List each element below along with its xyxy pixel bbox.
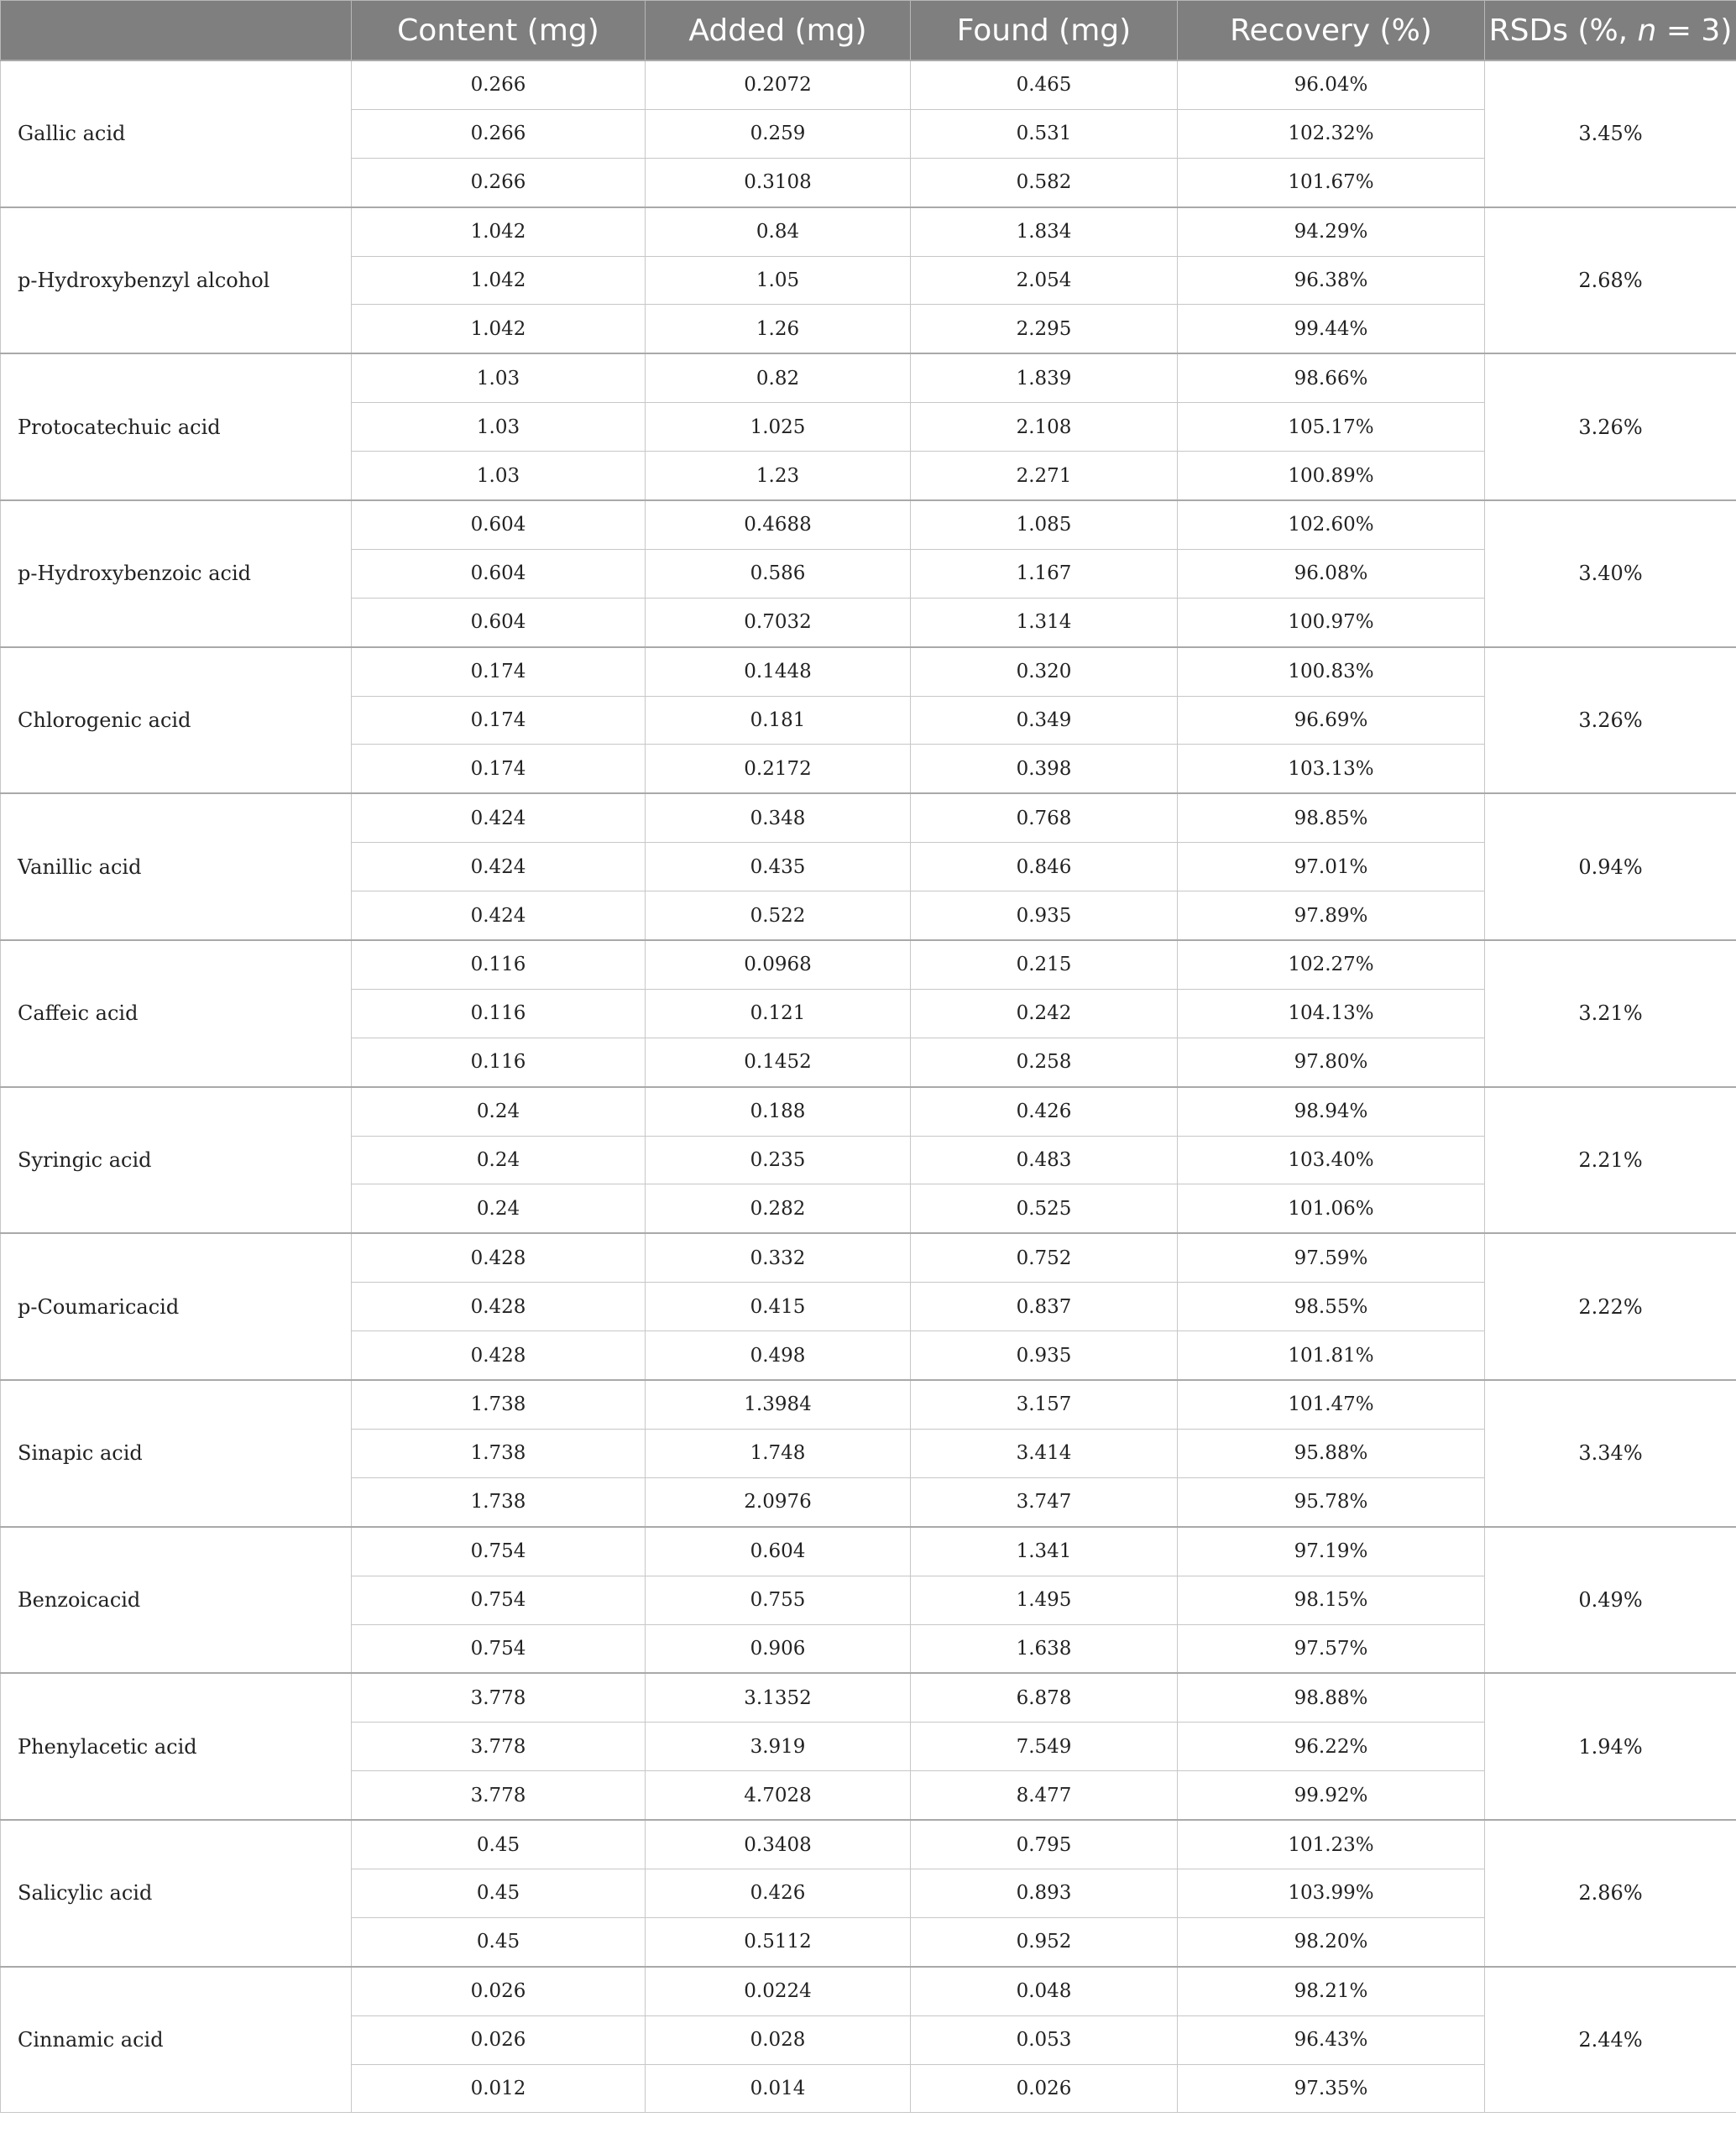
table-header bbox=[1, 1, 1736, 61]
rsd-cell: 2.68% bbox=[1485, 207, 1736, 354]
added-cell: 0.121 bbox=[646, 989, 911, 1038]
found-cell: 0.795 bbox=[911, 1820, 1178, 1869]
rsd-cell: 3.26% bbox=[1485, 353, 1736, 500]
recovery-cell: 101.81% bbox=[1178, 1331, 1485, 1380]
found-cell: 8.477 bbox=[911, 1771, 1178, 1820]
content-cell: 0.24 bbox=[352, 1184, 646, 1233]
content-cell: 0.428 bbox=[352, 1233, 646, 1282]
content-cell: 0.424 bbox=[352, 891, 646, 940]
rsd-cell: 0.49% bbox=[1485, 1527, 1736, 1674]
header-recovery: Recovery (%) bbox=[1178, 1, 1485, 61]
found-cell: 0.837 bbox=[911, 1283, 1178, 1331]
compound-name: Vanillic acid bbox=[1, 793, 352, 940]
found-cell: 0.525 bbox=[911, 1184, 1178, 1233]
table-row bbox=[1, 1820, 1736, 1869]
found-cell: 2.108 bbox=[911, 403, 1178, 452]
rsd-cell: 1.94% bbox=[1485, 1673, 1736, 1820]
header-rsd-suffix: = 3) bbox=[1656, 13, 1733, 48]
added-cell: 0.415 bbox=[646, 1283, 911, 1331]
found-cell: 0.768 bbox=[911, 793, 1178, 842]
recovery-cell: 99.92% bbox=[1178, 1771, 1485, 1820]
compound-name: Gallic acid bbox=[1, 60, 352, 207]
compound-name: Protocatechuic acid bbox=[1, 353, 352, 500]
added-cell: 0.755 bbox=[646, 1576, 911, 1624]
found-cell: 0.320 bbox=[911, 647, 1178, 696]
added-cell: 0.84 bbox=[646, 207, 911, 256]
found-cell: 0.952 bbox=[911, 1917, 1178, 1966]
found-cell: 0.752 bbox=[911, 1233, 1178, 1282]
found-cell: 0.483 bbox=[911, 1136, 1178, 1184]
added-cell: 0.282 bbox=[646, 1184, 911, 1233]
content-cell: 1.738 bbox=[352, 1380, 646, 1429]
table-row bbox=[1, 500, 1736, 549]
content-cell: 0.026 bbox=[352, 2015, 646, 2064]
content-cell: 0.266 bbox=[352, 109, 646, 158]
recovery-cell: 104.13% bbox=[1178, 989, 1485, 1038]
table-body bbox=[1, 60, 1736, 2113]
header-added: Added (mg) bbox=[646, 1, 911, 61]
added-cell: 0.2072 bbox=[646, 60, 911, 109]
recovery-cell: 102.60% bbox=[1178, 500, 1485, 549]
table-row bbox=[1, 60, 1736, 109]
table-row bbox=[1, 1673, 1736, 1722]
compound-name: Salicylic acid bbox=[1, 1820, 352, 1967]
added-cell: 0.0968 bbox=[646, 940, 911, 989]
recovery-cell: 105.17% bbox=[1178, 403, 1485, 452]
content-cell: 0.604 bbox=[352, 549, 646, 598]
added-cell: 3.919 bbox=[646, 1723, 911, 1771]
added-cell: 0.332 bbox=[646, 1233, 911, 1282]
found-cell: 1.085 bbox=[911, 500, 1178, 549]
added-cell: 1.05 bbox=[646, 256, 911, 305]
added-cell: 0.1452 bbox=[646, 1038, 911, 1086]
table-row bbox=[1, 1087, 1736, 1136]
added-cell: 1.3984 bbox=[646, 1380, 911, 1429]
content-cell: 0.45 bbox=[352, 1869, 646, 1917]
added-cell: 0.82 bbox=[646, 353, 911, 402]
content-cell: 0.174 bbox=[352, 696, 646, 745]
added-cell: 0.435 bbox=[646, 843, 911, 891]
table-row bbox=[1, 1380, 1736, 1429]
content-cell: 3.778 bbox=[352, 1771, 646, 1820]
added-cell: 0.5112 bbox=[646, 1917, 911, 1966]
content-cell: 0.754 bbox=[352, 1527, 646, 1576]
table-row bbox=[1, 1967, 1736, 2015]
recovery-cell: 97.57% bbox=[1178, 1624, 1485, 1673]
recovery-cell: 98.88% bbox=[1178, 1673, 1485, 1722]
compound-name: Phenylacetic acid bbox=[1, 1673, 352, 1820]
added-cell: 0.2172 bbox=[646, 745, 911, 793]
table-row bbox=[1, 207, 1736, 256]
recovery-cell: 98.94% bbox=[1178, 1087, 1485, 1136]
header-row bbox=[1, 1, 1736, 61]
found-cell: 0.258 bbox=[911, 1038, 1178, 1086]
content-cell: 0.428 bbox=[352, 1283, 646, 1331]
content-cell: 0.604 bbox=[352, 598, 646, 646]
found-cell: 1.167 bbox=[911, 549, 1178, 598]
content-cell: 0.45 bbox=[352, 1917, 646, 1966]
content-cell: 0.116 bbox=[352, 940, 646, 989]
content-cell: 1.03 bbox=[352, 403, 646, 452]
found-cell: 0.242 bbox=[911, 989, 1178, 1038]
header-content: Content (mg) bbox=[352, 1, 646, 61]
compound-name: Sinapic acid bbox=[1, 1380, 352, 1527]
found-cell: 0.026 bbox=[911, 2064, 1178, 2113]
rsd-cell: 3.26% bbox=[1485, 647, 1736, 794]
compound-name: p-Hydroxybenzyl alcohol bbox=[1, 207, 352, 354]
found-cell: 3.414 bbox=[911, 1429, 1178, 1477]
recovery-cell: 100.89% bbox=[1178, 452, 1485, 500]
recovery-cell: 94.29% bbox=[1178, 207, 1485, 256]
added-cell: 0.188 bbox=[646, 1087, 911, 1136]
added-cell: 0.235 bbox=[646, 1136, 911, 1184]
recovery-cell: 95.88% bbox=[1178, 1429, 1485, 1477]
recovery-cell: 100.83% bbox=[1178, 647, 1485, 696]
added-cell: 1.26 bbox=[646, 305, 911, 353]
found-cell: 0.935 bbox=[911, 1331, 1178, 1380]
found-cell: 0.048 bbox=[911, 1967, 1178, 2015]
found-cell: 0.053 bbox=[911, 2015, 1178, 2064]
compound-name: Cinnamic acid bbox=[1, 1967, 352, 2113]
table-row bbox=[1, 647, 1736, 696]
recovery-cell: 96.43% bbox=[1178, 2015, 1485, 2064]
recovery-cell: 101.47% bbox=[1178, 1380, 1485, 1429]
added-cell: 0.522 bbox=[646, 891, 911, 940]
added-cell: 0.3408 bbox=[646, 1820, 911, 1869]
found-cell: 1.495 bbox=[911, 1576, 1178, 1624]
compound-name: Syringic acid bbox=[1, 1087, 352, 1234]
recovery-cell: 96.04% bbox=[1178, 60, 1485, 109]
recovery-cell: 97.80% bbox=[1178, 1038, 1485, 1086]
found-cell: 1.839 bbox=[911, 353, 1178, 402]
header-found: Found (mg) bbox=[911, 1, 1178, 61]
found-cell: 0.349 bbox=[911, 696, 1178, 745]
content-cell: 1.042 bbox=[352, 305, 646, 353]
added-cell: 0.014 bbox=[646, 2064, 911, 2113]
recovery-cell: 102.27% bbox=[1178, 940, 1485, 989]
content-cell: 0.266 bbox=[352, 158, 646, 207]
found-cell: 0.398 bbox=[911, 745, 1178, 793]
found-cell: 1.834 bbox=[911, 207, 1178, 256]
found-cell: 1.314 bbox=[911, 598, 1178, 646]
content-cell: 0.604 bbox=[352, 500, 646, 549]
content-cell: 0.428 bbox=[352, 1331, 646, 1380]
recovery-cell: 103.13% bbox=[1178, 745, 1485, 793]
content-cell: 0.45 bbox=[352, 1820, 646, 1869]
content-cell: 1.03 bbox=[352, 452, 646, 500]
recovery-cell: 97.01% bbox=[1178, 843, 1485, 891]
content-cell: 0.116 bbox=[352, 989, 646, 1038]
recovery-cell: 96.22% bbox=[1178, 1723, 1485, 1771]
found-cell: 3.157 bbox=[911, 1380, 1178, 1429]
content-cell: 0.266 bbox=[352, 60, 646, 109]
found-cell: 0.215 bbox=[911, 940, 1178, 989]
recovery-cell: 97.89% bbox=[1178, 891, 1485, 940]
rsd-cell: 3.21% bbox=[1485, 940, 1736, 1087]
added-cell: 0.0224 bbox=[646, 1967, 911, 2015]
content-cell: 3.778 bbox=[352, 1723, 646, 1771]
content-cell: 0.012 bbox=[352, 2064, 646, 2113]
added-cell: 0.586 bbox=[646, 549, 911, 598]
recovery-cell: 97.59% bbox=[1178, 1233, 1485, 1282]
added-cell: 0.906 bbox=[646, 1624, 911, 1673]
found-cell: 2.054 bbox=[911, 256, 1178, 305]
rsd-cell: 2.86% bbox=[1485, 1820, 1736, 1967]
found-cell: 2.271 bbox=[911, 452, 1178, 500]
recovery-cell: 95.78% bbox=[1178, 1477, 1485, 1526]
content-cell: 0.424 bbox=[352, 793, 646, 842]
added-cell: 0.604 bbox=[646, 1527, 911, 1576]
found-cell: 1.638 bbox=[911, 1624, 1178, 1673]
found-cell: 3.747 bbox=[911, 1477, 1178, 1526]
found-cell: 0.846 bbox=[911, 843, 1178, 891]
compound-name: Caffeic acid bbox=[1, 940, 352, 1087]
recovery-cell: 98.21% bbox=[1178, 1967, 1485, 2015]
rsd-cell: 2.22% bbox=[1485, 1233, 1736, 1380]
found-cell: 0.531 bbox=[911, 109, 1178, 158]
added-cell: 0.1448 bbox=[646, 647, 911, 696]
content-cell: 0.174 bbox=[352, 647, 646, 696]
header-rsd bbox=[1485, 1, 1736, 61]
content-cell: 0.754 bbox=[352, 1624, 646, 1673]
rsd-cell: 3.40% bbox=[1485, 500, 1736, 647]
added-cell: 0.3108 bbox=[646, 158, 911, 207]
added-cell: 0.4688 bbox=[646, 500, 911, 549]
rsd-cell: 2.44% bbox=[1485, 1967, 1736, 2113]
header-rsd-prefix: RSDs (%, bbox=[1488, 13, 1638, 48]
table-row bbox=[1, 940, 1736, 989]
added-cell: 0.7032 bbox=[646, 598, 911, 646]
recovery-cell: 98.55% bbox=[1178, 1283, 1485, 1331]
content-cell: 0.424 bbox=[352, 843, 646, 891]
rsd-cell: 0.94% bbox=[1485, 793, 1736, 940]
table-row bbox=[1, 793, 1736, 842]
found-cell: 7.549 bbox=[911, 1723, 1178, 1771]
rsd-cell: 3.34% bbox=[1485, 1380, 1736, 1527]
recovery-cell: 101.06% bbox=[1178, 1184, 1485, 1233]
found-cell: 2.295 bbox=[911, 305, 1178, 353]
recovery-cell: 98.85% bbox=[1178, 793, 1485, 842]
table-row bbox=[1, 1527, 1736, 1576]
recovery-cell: 101.67% bbox=[1178, 158, 1485, 207]
compound-name: p-Hydroxybenzoic acid bbox=[1, 500, 352, 647]
added-cell: 0.498 bbox=[646, 1331, 911, 1380]
added-cell: 4.7028 bbox=[646, 1771, 911, 1820]
recovery-cell: 100.97% bbox=[1178, 598, 1485, 646]
recovery-cell: 98.15% bbox=[1178, 1576, 1485, 1624]
added-cell: 1.748 bbox=[646, 1429, 911, 1477]
content-cell: 0.754 bbox=[352, 1576, 646, 1624]
compound-name: Chlorogenic acid bbox=[1, 647, 352, 794]
table-row bbox=[1, 353, 1736, 402]
table-row bbox=[1, 1233, 1736, 1282]
content-cell: 1.03 bbox=[352, 353, 646, 402]
content-cell: 1.042 bbox=[352, 256, 646, 305]
added-cell: 0.259 bbox=[646, 109, 911, 158]
recovery-cell: 101.23% bbox=[1178, 1820, 1485, 1869]
recovery-cell: 97.19% bbox=[1178, 1527, 1485, 1576]
added-cell: 0.348 bbox=[646, 793, 911, 842]
content-cell: 0.24 bbox=[352, 1087, 646, 1136]
content-cell: 1.738 bbox=[352, 1429, 646, 1477]
added-cell: 0.426 bbox=[646, 1869, 911, 1917]
compound-name: p-Coumaricacid bbox=[1, 1233, 352, 1380]
recovery-cell: 96.38% bbox=[1178, 256, 1485, 305]
rsd-cell: 2.21% bbox=[1485, 1087, 1736, 1234]
added-cell: 1.025 bbox=[646, 403, 911, 452]
recovery-cell: 99.44% bbox=[1178, 305, 1485, 353]
header-compound bbox=[1, 1, 352, 61]
content-cell: 0.026 bbox=[352, 1967, 646, 2015]
content-cell: 3.778 bbox=[352, 1673, 646, 1722]
compound-name: Benzoicacid bbox=[1, 1527, 352, 1674]
header-rsd-n: n bbox=[1637, 13, 1657, 48]
found-cell: 0.935 bbox=[911, 891, 1178, 940]
recovery-cell: 98.20% bbox=[1178, 1917, 1485, 1966]
content-cell: 1.738 bbox=[352, 1477, 646, 1526]
added-cell: 0.181 bbox=[646, 696, 911, 745]
rsd-cell: 3.45% bbox=[1485, 60, 1736, 207]
recovery-cell: 96.69% bbox=[1178, 696, 1485, 745]
added-cell: 3.1352 bbox=[646, 1673, 911, 1722]
found-cell: 0.465 bbox=[911, 60, 1178, 109]
recovery-cell: 102.32% bbox=[1178, 109, 1485, 158]
found-cell: 0.426 bbox=[911, 1087, 1178, 1136]
content-cell: 0.24 bbox=[352, 1136, 646, 1184]
added-cell: 2.0976 bbox=[646, 1477, 911, 1526]
content-cell: 0.174 bbox=[352, 745, 646, 793]
content-cell: 1.042 bbox=[352, 207, 646, 256]
recovery-cell: 103.99% bbox=[1178, 1869, 1485, 1917]
recovery-cell: 96.08% bbox=[1178, 549, 1485, 598]
added-cell: 0.028 bbox=[646, 2015, 911, 2064]
found-cell: 1.341 bbox=[911, 1527, 1178, 1576]
found-cell: 0.582 bbox=[911, 158, 1178, 207]
recovery-cell: 98.66% bbox=[1178, 353, 1485, 402]
added-cell: 1.23 bbox=[646, 452, 911, 500]
content-cell: 0.116 bbox=[352, 1038, 646, 1086]
found-cell: 0.893 bbox=[911, 1869, 1178, 1917]
found-cell: 6.878 bbox=[911, 1673, 1178, 1722]
recovery-cell: 97.35% bbox=[1178, 2064, 1485, 2113]
recovery-cell: 103.40% bbox=[1178, 1136, 1485, 1184]
